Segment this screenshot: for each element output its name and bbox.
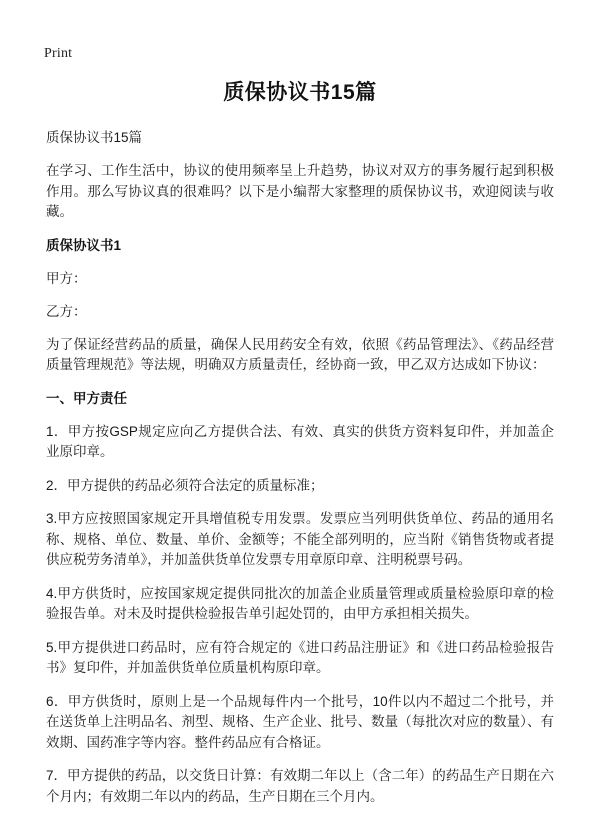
preamble-paragraph: 为了保证经营药品的质量，确保人民用药安全有效，依照《药品管理法》、《药品经营质量管理规范》等法规，明确双方质量责任，经协商一致，甲乙双方达成如下协议： bbox=[46, 336, 554, 372]
clause-item: 7．甲方提供的药品，以交货日计算：有效期二年以上（含二年）的药品生产日期在六个月内；有效期二年以内的药品，生产日期在三个月内。 bbox=[46, 768, 554, 804]
clause-item: 3.甲方应按照国家规定开具增值税专用发票。发票应当列明供货单位、药品的通用名称、规格、单位、数量、单价、金额等；不能全部列明的，应当附《销售货物或者提供应税劳务清单》，并加盖供货单位发票专用章原印章、注明税票号码。 bbox=[46, 511, 554, 567]
print-button[interactable]: Print bbox=[44, 46, 73, 61]
clause-item: 6．甲方供货时，原则上是一个品规每件内一个批号，10件以内不超过二个批号，并在送货单上注明品名、剂型、规格、生产企业、批号、数量（每批次对应的数量）、有效期、国药准字等内容。整件药品应有合格证。 bbox=[46, 693, 554, 750]
clause-item: 5.甲方提供进口药品时，应有符合规定的《进口药品注册证》和《进口药品检验报告书》复印件，并加盖供货单位质量机构原印章。 bbox=[46, 639, 554, 675]
clause-item: 1．甲方按GSP规定应向乙方提供合法、有效、真实的供货方资料复印件，并加盖企业原印章。 bbox=[46, 423, 554, 459]
section-heading-agreement-1: 质保协议书1 bbox=[46, 237, 122, 253]
party-a-label: 甲方： bbox=[46, 270, 87, 286]
clause-item: 4.甲方供货时，应按国家规定提供同批次的加盖企业质量管理或质量检验原印章的检验报告单。对未及时提供检验报告单引起处罚的，由甲方承担相关损失。 bbox=[46, 585, 554, 621]
document-subtitle: 质保协议书15篇 bbox=[46, 130, 143, 145]
page-title: 质保协议书15篇 bbox=[223, 81, 377, 104]
document-content bbox=[46, 78, 554, 807]
party-b-label: 乙方： bbox=[46, 303, 87, 319]
article-one-heading: 一、甲方责任 bbox=[46, 390, 127, 406]
intro-paragraph: 在学习、工作生活中，协议的使用频率呈上升趋势，协议对双方的事务履行起到积极作用。那么写协议真的很难吗？以下是小编帮大家整理的质保协议书，欢迎阅读与收藏。 bbox=[46, 163, 554, 219]
clause-item: 2．甲方提供的药品必须符合法定的质量标准； bbox=[46, 477, 324, 493]
